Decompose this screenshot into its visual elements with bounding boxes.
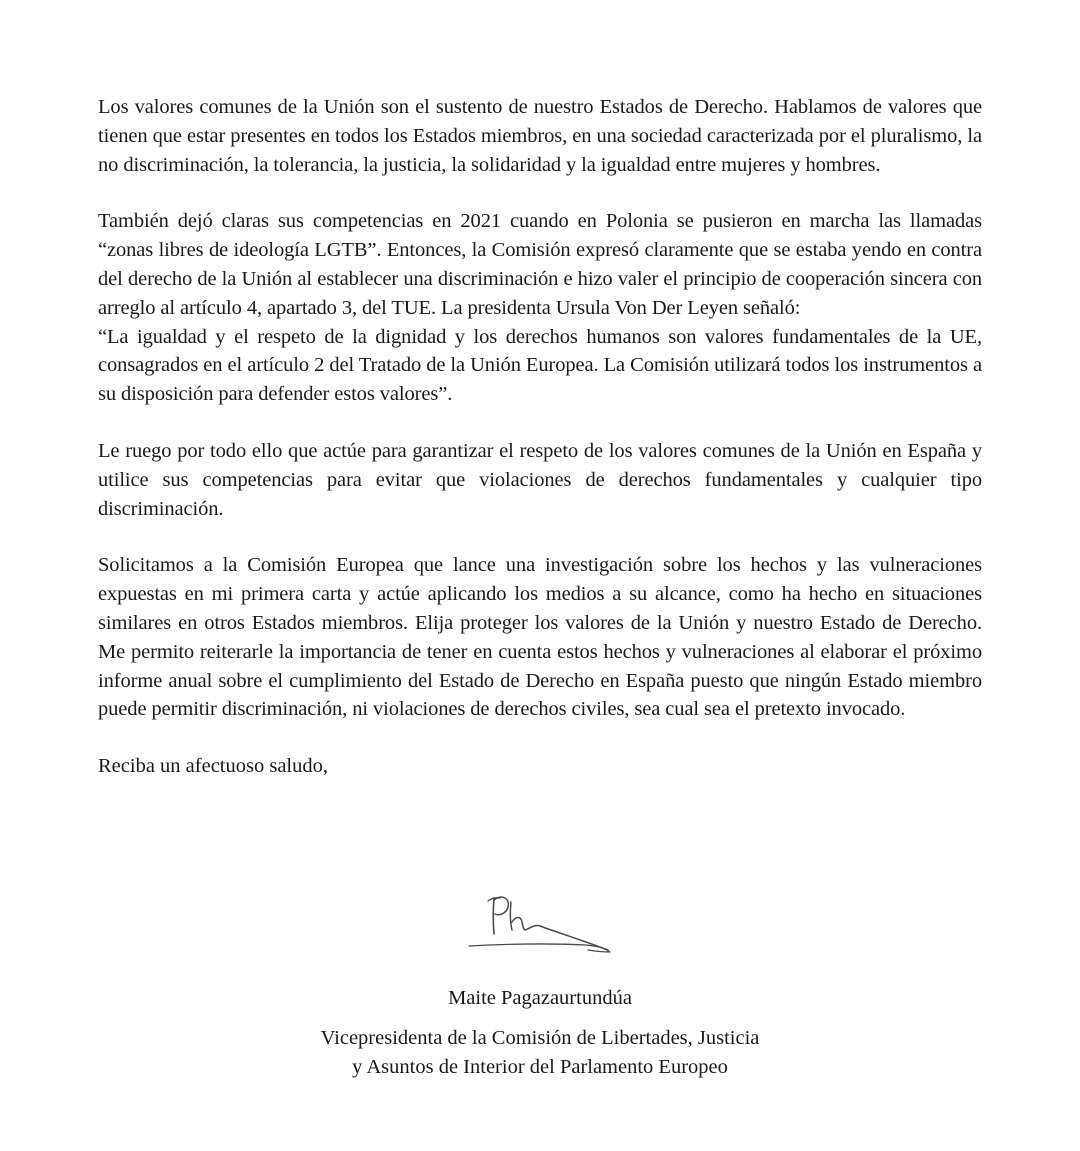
- letter-body: [98, 93, 982, 781]
- paragraph-competencies-block: [98, 207, 982, 409]
- handwritten-signature: [466, 888, 616, 960]
- paragraph-values: Los valores comunes de la Unión son el sustento de nuestro Estados de Derecho. Hablamos de valores que tienen que estar presentes en todos los Estados miembros, en una sociedad caracterizada por el pluralismo, la no discriminación, la tolerancia, la justicia, la solidaridad y la igualdad entre mujeres y hombres.: [98, 96, 982, 176]
- paragraph-investigation: Solicitamos a la Comisión Europea que lance una investigación sobre los hechos y las vulneraciones expuestas en mi primera carta y actúe aplicando los medios a su alcance, como ha hecho en situaciones similares en otros Estados miembros. Elija proteger los valores de la Unión y nuestro Estado de Derecho. Me permito reiterarle la importancia de tener en cuenta estos hechos y vulneraciones al elaborar el próximo informe anual sobre el cumplimiento del Estado de Derecho en España puesto que ningún Estado miembro puede permitir discriminación, ni violaciones de derechos civiles, sea cual sea el pretexto invocado.: [98, 554, 982, 721]
- paragraph-request: Le ruego por todo ello que actúe para garantizar el respeto de los valores comunes de la Unión en España y utilice sus competencias para evitar que violaciones de derechos fundamentales y cualquier tipo discriminación.: [98, 439, 982, 520]
- signer-title-line-1: Vicepresidenta de la Comisión de Libertades, Justicia: [320, 1027, 760, 1049]
- paragraph-competencies: También dejó claras sus competencias en 2021 cuando en Polonia se pusieron en marcha las llamadas “zonas libres de ideología LGTB”. Entonces, la Comisión expresó claramente que se estaba yendo en contra del derecho de la Unión al establecer una discriminación e hizo valer el principio de cooperación sincera con arreglo al artículo 4, apartado 3, del TUE. La presidenta Ursula Von Der Leyen señaló:: [98, 210, 982, 319]
- signer-name: Maite Pagazaurtundúa: [448, 987, 632, 1009]
- paragraph-quote: “La igualdad y el respeto de la dignidad y los derechos humanos son valores fundamentales de la UE, consagrados en el artículo 2 del Tratado de la Unión Europea. La Comisión utilizará todos los instrumentos a su disposición para defender estos valores”.: [98, 325, 982, 406]
- closing-salutation: Reciba un afectuoso saludo,: [98, 755, 328, 778]
- signer-title-line-2: y Asuntos de Interior del Parlamento Europeo: [352, 1056, 728, 1078]
- signer-title: [0, 1024, 1080, 1082]
